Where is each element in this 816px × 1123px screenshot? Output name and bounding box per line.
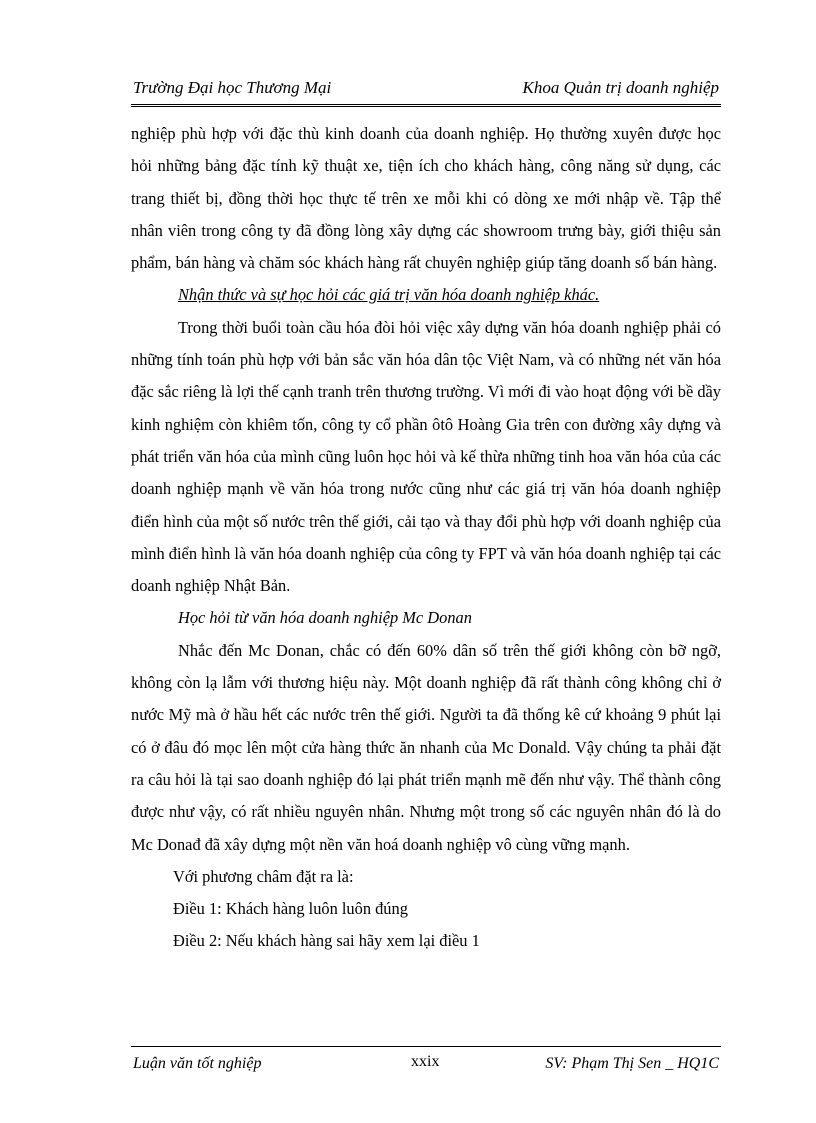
list-item-1: Điều 1: Khách hàng luôn luôn đúng [173, 899, 408, 919]
paragraph-2: Trong thời buổi toàn cầu hóa đòi hỏi việc xây dựng văn hóa doanh nghiệp phải có những tính toán phù hợp với bản sắc văn hóa dân tộc Việt Nam, và có những nét văn hóa đặc sắc riêng là lợi thế cạnh tranh trên thương trường. Vì mới đi vào hoạt động với bề dầy kinh nghiệm còn khiêm tốn, công ty cổ phần ôtô Hoàng Gia trên con đường xây dựng và phát triển văn hóa của mình cũng luôn học hỏi và kế thừa những tinh hoa văn hóa của các doanh nghiệp mạnh về văn hóa trong nước cũng như các giá trị văn hóa doanh nghiệp điển hình của một số nước trên thế giới, cải tạo và thay đổi phù hợp với doanh nghiệp của mình điển hình là văn hóa doanh nghiệp của công ty FPT và văn hóa doanh nghiệp tại các doanh nghiệp Nhật Bản. [131, 317, 721, 596]
header-faculty-name: Khoa Quản trị doanh nghiệp [522, 78, 719, 97]
footer-thesis-label: Luận văn tốt nghiệp [133, 1055, 262, 1072]
list-item-2: Điều 2: Nếu khách hàng sai hãy xem lại điều 1 [173, 931, 480, 951]
paragraph-1: nghiệp phù hợp với đặc thù kinh doanh của doanh nghiệp. Họ thường xuyên được học hỏi những bảng đặc tính kỹ thuật xe, tiện ích cho khách hàng, công năng sử dụng, các trang thiết bị, đồng thời học thực tế trên xe mỗi khi có dòng xe mới nhập về. Tập thể nhân viên trong công ty đã đồng lòng xây dựng các showroom trưng bày, giới thiệu sản phẩm, bán hàng và chăm sóc khách hàng rất chuyên nghiệp giúp tăng doanh số bán hàng. [131, 124, 721, 273]
page-header [131, 78, 721, 107]
page-body [131, 118, 721, 958]
section-heading-1 [131, 279, 721, 311]
header-school-name: Trường Đại học Thương Mại [133, 78, 332, 97]
page-number: xxix [411, 1053, 440, 1070]
paragraph-3: Nhắc đến Mc Donan, chắc có đến 60% dân số trên thế giới không còn bỡ ngỡ, không còn lạ lẫm với thương hiệu này. Một doanh nghiệp đã rất thành công không chỉ ở nước Mỹ mà ở hầu hết các nước trên thế giới. Người ta đã thống kê cứ khoảng 9 phút lại có ở đâu đó mọc lên một cửa hàng thức ăn nhanh của Mc Donald. Vậy chúng ta phải đặt ra câu hỏi là tại sao doanh nghiệp đó lại phát triển mạnh mẽ đến như vậy. Thể thành công được như vậy, có rất nhiều nguyên nhân. Nhưng một trong số các nguyên nhân đó là do Mc Donađ đã xây dựng một nền văn hoá doanh nghiệp vô cùng vững mạnh. [131, 640, 721, 854]
section-heading-2: Học hỏi từ văn hóa doanh nghiệp Mc Donan [178, 608, 472, 628]
paragraph-4: Với phương châm đặt ra là: [173, 866, 354, 886]
section-heading-1-text: Nhận thức và sự học hỏi các giá trị văn hóa doanh nghiệp khác. [178, 285, 600, 305]
page-footer [131, 1046, 721, 1075]
footer-student-name: SV: Phạm Thị Sen _ HQ1C [545, 1055, 719, 1072]
